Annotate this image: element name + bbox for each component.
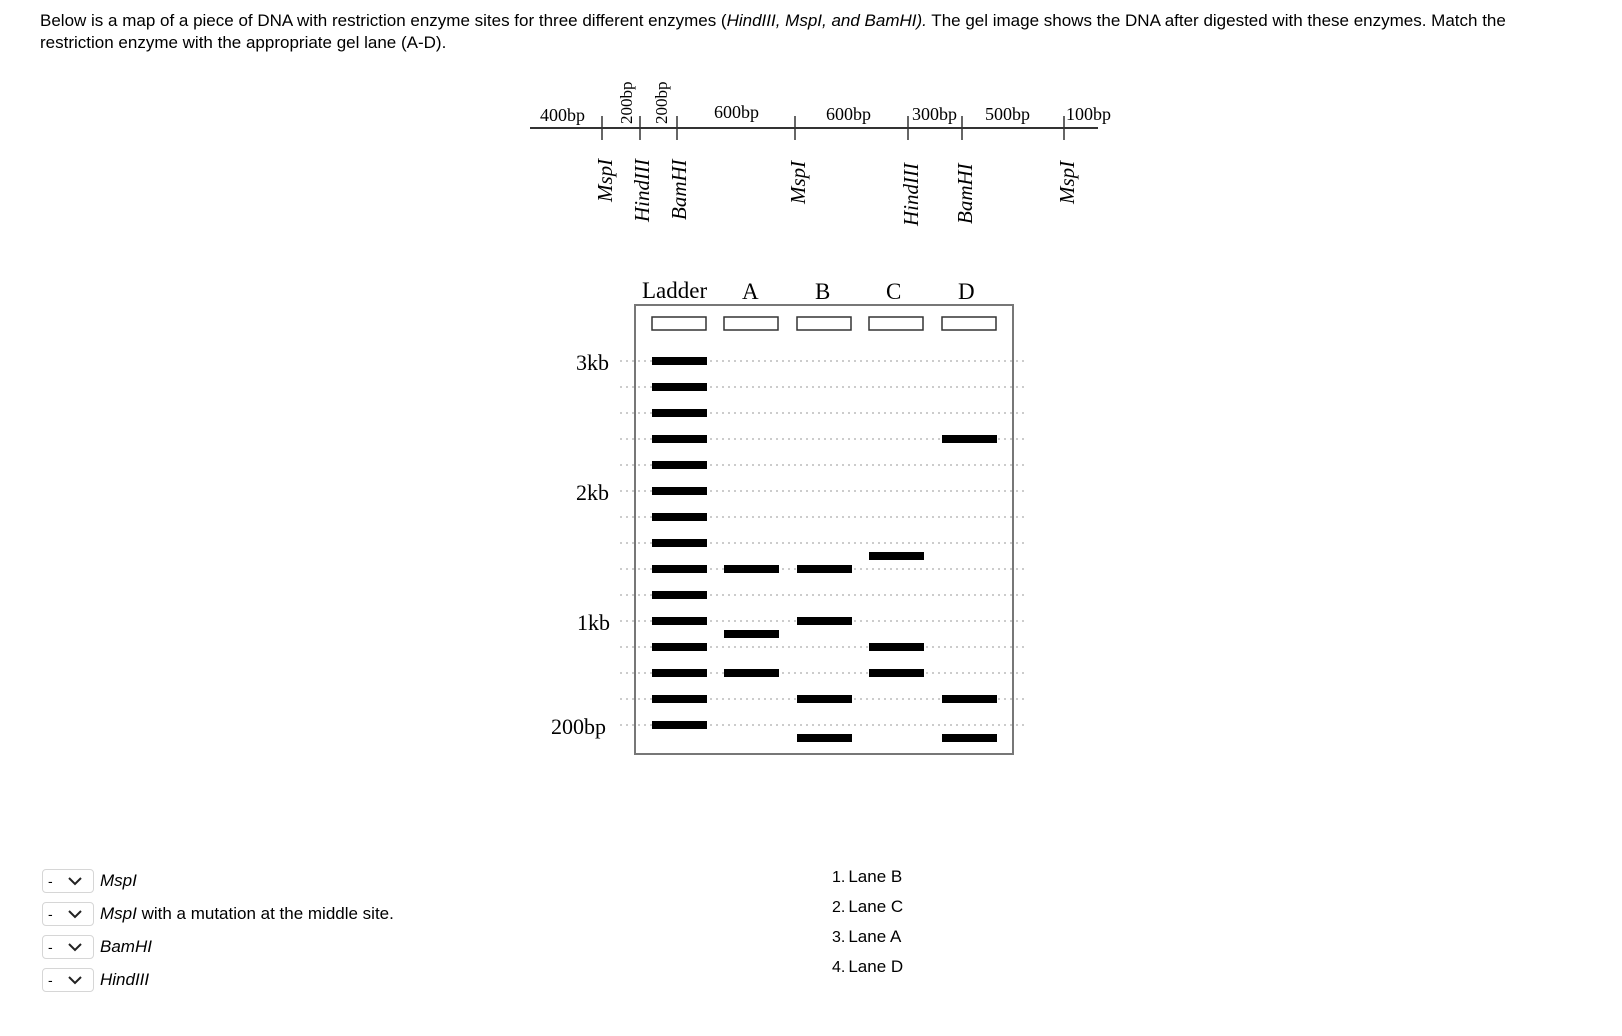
- segment-label: 400bp: [540, 105, 585, 125]
- question-part1: Below is a map of a piece of DNA with restriction enzyme sites for three different enzymes (: [40, 11, 727, 30]
- segment-label: 500bp: [985, 104, 1030, 124]
- answer-item: 4. Lane D: [832, 957, 904, 976]
- site-label-hindiii: HindIII: [630, 159, 654, 222]
- lane-c-band: [869, 552, 924, 560]
- well-d: [942, 317, 996, 330]
- chevron-down-icon: [66, 907, 84, 921]
- answer-item: 1. Lane B: [832, 867, 903, 886]
- lane-header-d: D: [958, 279, 975, 304]
- site-label-bamhi: BamHI: [953, 163, 977, 224]
- lane-d-band: [942, 734, 997, 742]
- segment-label: 300bp: [912, 104, 957, 124]
- match-row-mspi-mutation: [42, 901, 394, 927]
- well-c: [869, 317, 923, 330]
- ladder-band: [652, 669, 707, 677]
- site-label-hindiii: HindIII: [899, 163, 923, 226]
- site-label-mspi: MspI: [786, 160, 810, 204]
- ladder-band: [652, 513, 707, 521]
- chevron-down-icon: [66, 940, 84, 954]
- chevron-down-icon: [66, 874, 84, 888]
- segment-label: 100bp: [1066, 104, 1111, 124]
- select-value: -: [48, 873, 53, 889]
- select-value: -: [48, 972, 53, 988]
- answer-item: 2. Lane C: [832, 897, 904, 916]
- site-label-mspi: MspI: [593, 158, 617, 202]
- well-a: [724, 317, 778, 330]
- lane-header-a: A: [742, 279, 759, 304]
- size-label-2kb: 2kb: [576, 480, 609, 505]
- segment-label: 200bp: [652, 81, 671, 124]
- match-label: BamHI: [100, 937, 152, 956]
- answer-select[interactable]: [42, 869, 94, 893]
- chevron-down-icon: [66, 973, 84, 987]
- question-enzymes: HindIII, MspI, and BamHI).: [726, 11, 927, 30]
- lane-header-ladder: Ladder: [642, 278, 708, 303]
- answer-select[interactable]: [42, 935, 94, 959]
- lane-b-band: [797, 565, 852, 573]
- match-row-mspi: [42, 868, 137, 894]
- ladder-band: [652, 721, 707, 729]
- ladder-band: [652, 695, 707, 703]
- site-label-mspi: MspI: [1055, 160, 1079, 204]
- match-row-bamhi: [42, 934, 152, 960]
- segment-label: 600bp: [714, 102, 759, 122]
- match-row-hindiii: [42, 967, 149, 993]
- select-value: -: [48, 939, 53, 955]
- gel: [551, 278, 1028, 754]
- question-line2: restriction enzyme with the appropriate gel lane (A-D).: [40, 33, 447, 52]
- ladder-band: [652, 435, 707, 443]
- ladder-band: [652, 487, 707, 495]
- lane-a-band: [724, 630, 779, 638]
- answer-item: 3. Lane A: [832, 927, 902, 946]
- lane-a-band: [724, 565, 779, 573]
- ladder-band: [652, 409, 707, 417]
- lane-header-b: B: [815, 279, 831, 304]
- segment-label: 200bp: [617, 81, 636, 124]
- lane-a-band: [724, 669, 779, 677]
- size-label-200bp: 200bp: [551, 714, 606, 739]
- ladder-band: [652, 617, 707, 625]
- ladder-band: [652, 383, 707, 391]
- gel-bands: [652, 357, 997, 742]
- size-label-1kb: 1kb: [577, 610, 610, 635]
- segment-label: 600bp: [826, 104, 871, 124]
- well-b: [797, 317, 851, 330]
- lane-b-band: [797, 695, 852, 703]
- lane-header-c: C: [886, 279, 902, 304]
- match-label: HindIII: [100, 970, 150, 989]
- ladder-band: [652, 539, 707, 547]
- dna-map: [530, 82, 1111, 228]
- well-ladder: [652, 317, 706, 330]
- answer-select[interactable]: [42, 968, 94, 992]
- ladder-band: [652, 565, 707, 573]
- size-label-3kb: 3kb: [576, 350, 609, 375]
- lane-b-band: [797, 617, 852, 625]
- ladder-band: [652, 591, 707, 599]
- lane-d-band: [942, 695, 997, 703]
- select-value: -: [48, 906, 53, 922]
- gel-outline: [635, 305, 1013, 754]
- lane-c-band: [869, 643, 924, 651]
- ladder-band: [652, 357, 707, 365]
- site-label-bamhi: BamHI: [667, 159, 691, 220]
- ladder-band: [652, 461, 707, 469]
- question-part2: The gel image shows the DNA after digested with these enzymes. Match the: [926, 11, 1506, 30]
- ladder-band: [652, 643, 707, 651]
- lane-c-band: [869, 669, 924, 677]
- lane-d-band: [942, 435, 997, 443]
- match-label: MspI with a mutation at the middle site.: [100, 904, 394, 923]
- answer-select[interactable]: [42, 902, 94, 926]
- match-label: MspI: [100, 871, 137, 890]
- lane-b-band: [797, 734, 852, 742]
